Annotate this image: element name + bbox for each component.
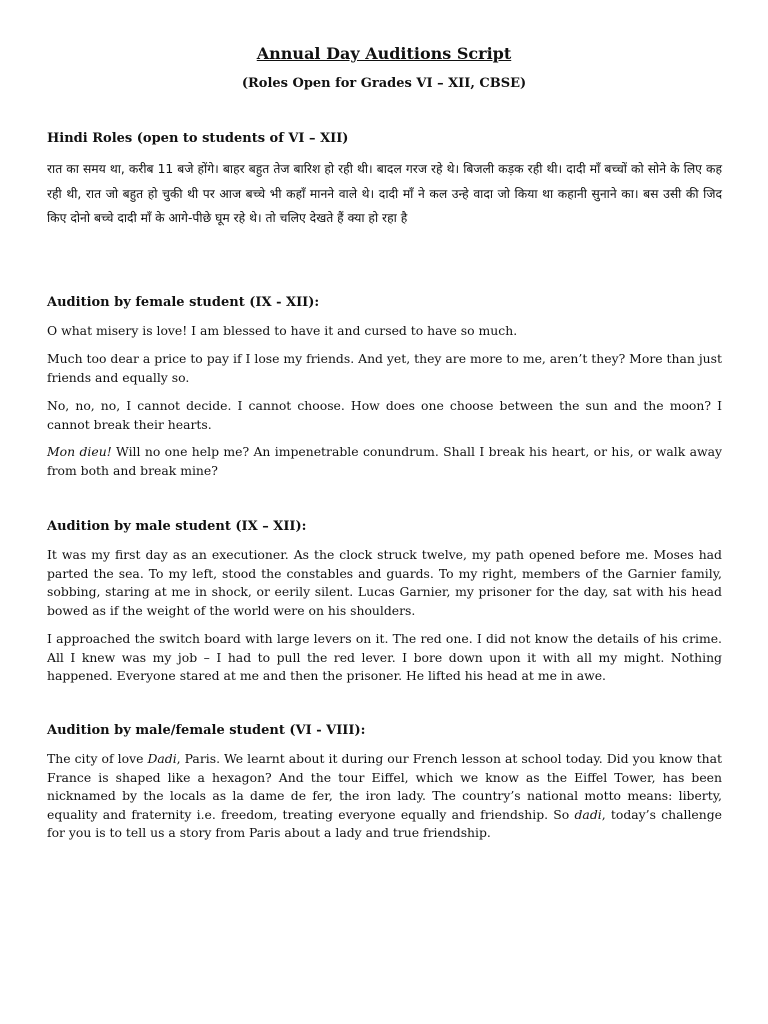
female-paragraph-4-text: Will no one help me? An impenetrable conundrum. Shall I break his heart, or his, or walk away from both and break mine? (47, 444, 722, 478)
female-paragraph-2: Much too dear a price to pay if I lose my friends. And yet, they are more to me, aren’t they? More than just friends and equally so. (47, 351, 722, 385)
female-audition-heading: Audition by female student (IX - XII): (47, 295, 320, 310)
mixed-text-2: , Paris. We learnt about it during our French lesson at school today. Did you know that France is shaped like a hexagon? And the tour Eiffel, which we know as the Eiffel Tower, has been nicknamed by the locals as la dame de fer, the iron lady. The country’s national motto means: liberty, equality and fraternity i.e. freedom, treating everyone equally and friendship. So (47, 751, 722, 822)
mixed-audition-heading: Audition by male/female student (VI - VIII): (47, 723, 366, 738)
document-title: Annual Day Auditions Script (256, 44, 512, 63)
hindi-script-paragraph: रात का समय था, करीब 11 बजे होंगे। बाहर बहुत तेज बारिश हो रही थी। बादल गरज रहे थे। बिजली कड़क रही थी। दादी माँ बच्चों को सोने के लिए कह रही थी, रात जो बहुत हो चुकी थी पर आज बच्चे भी कहाँ मानने वाले थे। दादी माँ ने कल उन्हे वादा जो किया था कहानी सुनाने का। बस उसी की जिद किए दोनो बच्चे दादी माँ के आगे-पीछे घूम रहे थे। तो चलिए देखते हैं क्या हो रहा है (47, 162, 722, 225)
male-paragraph-1: It was my first day as an executioner. As the clock struck twelve, my path opened before me. Moses had parted the sea. To my left, stood the constables and guards. To my right, members of the Garnier family, sobbing, staring at me in shock, or eerily silent. Lucas Garnier, my prisoner for the day, sat with his head bowed as if the weight of the world were on his shoulders. (47, 547, 722, 618)
male-paragraph-2: I approached the switch board with large levers on it. The red one. I did not know the details of his crime. All I knew was my job – I had to pull the red lever. I bore down upon it with all my might. Nothing happened. Everyone stared at me and then the prisoner. He lifted his head at me in awe. (47, 631, 722, 683)
document-subtitle: (Roles Open for Grades VI – XII, CBSE) (241, 76, 527, 91)
mixed-text-1: The city of love (47, 751, 148, 766)
female-paragraph-4-exclamation: Mon dieu! (47, 444, 112, 459)
mixed-text-3: , today’s challenge for you is to tell us a story from Paris about a lady and true friendship. (47, 806, 723, 840)
female-paragraph-1: O what misery is love! I am blessed to have it and cursed to have so much. (47, 323, 518, 338)
female-paragraph-3: No, no, no, I cannot decide. I cannot choose. How does one choose between the sun and the moon? I cannot break their hearts. (47, 398, 722, 432)
hindi-roles-heading: Hindi Roles (open to students of VI – XII) (47, 131, 349, 146)
mixed-text-dadi-1: Dadi (147, 751, 177, 766)
male-audition-heading: Audition by male student (IX – XII): (47, 519, 307, 534)
female-paragraph-4 (47, 443, 722, 480)
mixed-text-dadi-2: dadi (574, 806, 602, 822)
mixed-paragraph (47, 750, 722, 843)
